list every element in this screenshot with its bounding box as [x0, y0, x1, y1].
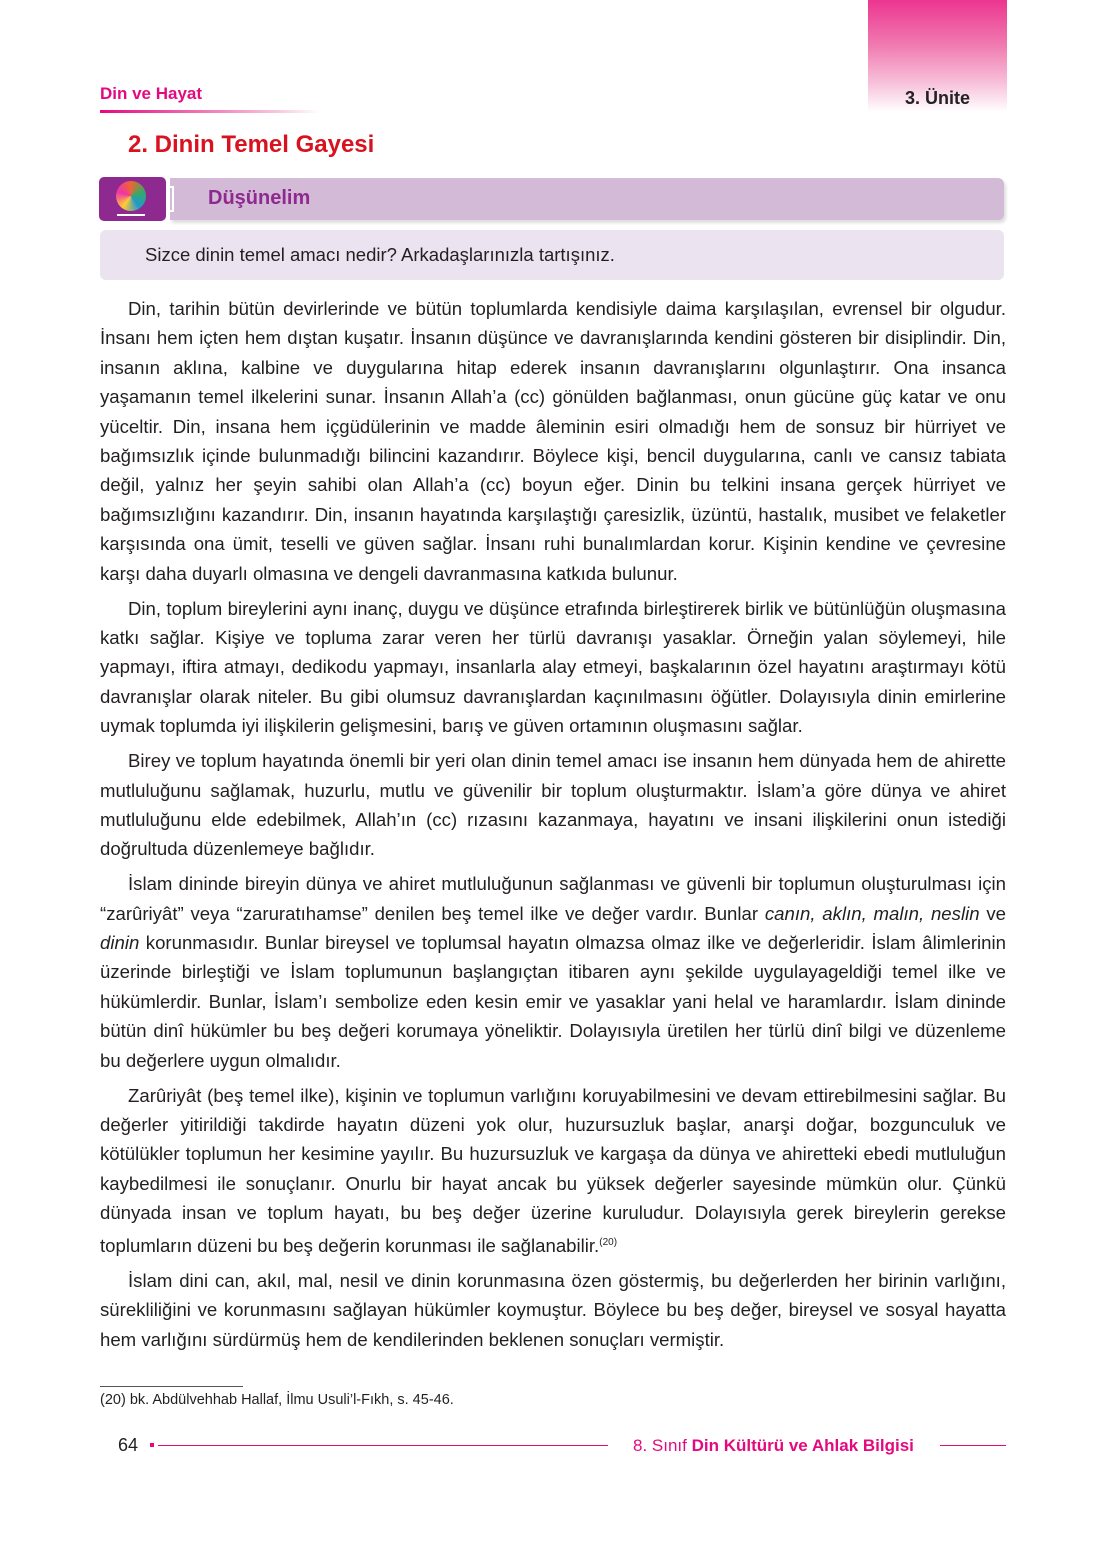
think-title: Düşünelim: [208, 187, 311, 209]
book-title: [633, 1436, 914, 1456]
paragraph: İslam dini can, akıl, mal, nesil ve dinin korunmasına özen göstermiş, bu değerlerden her birinin varlığını, sürekliliğini ve korunmasını sağlayan hükümler koymuştur. Böylece bu beş değer, bireysel ve sosyal hayatta hem varlığını sürdürmüş hem de kendilerinden beklenen sonuçları vermiştir.: [100, 1269, 1006, 1350]
body-text: [100, 294, 1006, 1359]
paragraph: Din, toplum bireylerini aynı inanç, duygu ve düşünce etrafında birleştirerek birlik ve bütünlüğün oluşmasına katkı sağlar. Kişiye ve topluma zarar veren her türlü davranışı yasaklar. Örneğin yalan söylemeyi, hile yapmayı, iftira atmayı, dedikodu yapmayı, insanlarla alay etmeyi, başkalarının özel hayatını araştırmayı kötü davranışlar olarak niteler. Bu gibi olumsuz davranışlardan kaçınılmasını öğütler. Dolayısıyla dinin emirlerine uymak toplumda iyi ilişkilerin gelişmesini, barış ve güven ortamının oluşmasını sağlar.: [100, 597, 1006, 737]
footer-dot: [150, 1443, 154, 1447]
footer-line: [940, 1445, 1006, 1446]
footnote-divider: [100, 1386, 243, 1387]
unit-label: 3. Ünite: [905, 88, 971, 108]
thinking-bubble-icon: [99, 177, 166, 221]
binder-rings-icon: [166, 186, 174, 212]
section-label: Din ve Hayat: [100, 84, 203, 103]
book-name: Din Kültürü ve Ahlak Bilgisi: [691, 1436, 914, 1455]
footer-line: [158, 1445, 608, 1446]
page-number: 64: [118, 1435, 139, 1455]
page-title: 2. Dinin Temel Gayesi: [128, 131, 375, 158]
text: İslam dininde bireyin dünya ve ahiret mutluluğunun sağlanması ve güvenli bir toplumun oluşturulması için “zarûriyât” veya “zaruratıhamse” denilen beş temel ilke ve değer vardır. Bunlar: [100, 873, 1006, 924]
footnote: (20) bk. Abdülvehhab Hallaf, İlmu Usuli’l-Fıkh, s. 45-46.: [100, 1392, 454, 1408]
text: korunmasıdır. Bunlar bireysel ve toplumsal hayatın olmazsa olmaz ilke ve değerleridir. İslam âlimlerinin üzerinde birleştiği ve İslam toplumunun başlangıçtan itibaren aynı şekilde uygulayageldiği temel ilke ve hükümlerdir. Bunlar, İslam’ı sembolize eden kesin emir ve yasaklar yani helal ve haramlardır. İslam dininde bütün dinî hükümler bu beş değeri korumaya yöneliktir. Dolayısıyla üretilen her türlü dinî bilgi ve düzenleme bu değerlere uygun olmalıdır.: [100, 932, 1006, 1071]
footnote-ref: (20): [599, 1236, 618, 1248]
italic-text: dinin: [100, 932, 140, 954]
paragraph: [100, 869, 1006, 1075]
section-underline: [100, 110, 320, 113]
paragraph: Birey ve toplum hayatında önemli bir yeri olan dinin temel amacı ise insanın hem dünyada hem de ahirette mutluluğunu sağlamak, huzurlu, mutlu ve güvenilir bir toplum oluşturmaktır. İslam’a göre dünya ve ahiret mutluluğunu elde edebilmek, Allah’ın (cc) rızasını kazanmaya, hayatını ve insani ilişkilerini onun istediği doğrultuda düzenlemeye bağlıdır.: [100, 750, 1006, 860]
paragraph: [100, 1081, 1006, 1261]
text: Zarûriyât (beş temel ilke), kişinin ve toplumun varlığını koruyabilmesini ve devam ettirebilmesini sağlar. Bu değerler yitirildiği takdirde hayatın düzeni yok olur, huzursuzluk başlar, anarşi doğar, bozgunculuk ve kötülükler toplumun her kesimine yayılır. Bu huzursuzluk ve kargaşa da dünya ve ahiretteki ebedi mutluluğun kaybedilmesi ile sonuçlanır. Onurlu bir hayat ancak bu yüksek değerler sayesinde mümkün olur. Çünkü dünyada insan ve toplum hayatı, bu beş değer üzerine kuruludur. Dolayısıyla gerek bireylerin gerekse toplumların düzeni bu beş değerin korunması ile sağlanabilir.: [100, 1084, 1006, 1256]
think-question: Sizce dinin temel amacı nedir? Arkadaşlarınızla tartışınız.: [145, 244, 615, 265]
paragraph: Din, tarihin bütün devirlerinde ve bütün toplumlarda kendisiyle daima karşılaşılan, evrensel bir olgudur. İnsanı hem içten hem dıştan kuşatır. İnsanın düşünce ve davranışlarında kendini gösteren bir disiplindir. Din, insanın aklına, kalbine ve duygularına hitap ederek insanın davranışlarını olgunlaştırır. Ona insanca yaşamanın temel ilkelerini sunar. İnsanın Allah’a (cc) gönülden bağlanması, onun gücüne güç katar ve onu yüceltir. Din, insana hem içgüdülerinin ve madde âleminin esiri olmadığı hem de sonsuz bir hürriyet ve bağımsızlık içinde bulunmadığı bilincini kazandırır. Böylece kişi, bencil duygularına, canlı ve cansız tabiata değil, yalnız her şeyin sahibi olan Allah’a (cc) boyun eğer. Dinin bu telkini insana gerçek hürriyet ve bağımsızlığını kazandırır. Din, insanın hayatında karşılaştığı çaresizlik, üzüntü, hastalık, musibet ve felaketler karşısında ona ümit, teselli ve güven sağlar. İnsanı ruhi bunalımlardan korur. Kişinin kendine ve çevresine karşı daha duyarlı olmasına ve dengeli davranmasına katkıda bulunur.: [100, 298, 1006, 584]
text: ve: [979, 902, 1006, 924]
italic-text: canın, aklın, malın, neslin: [764, 902, 980, 924]
grade: 8. Sınıf: [633, 1436, 692, 1455]
